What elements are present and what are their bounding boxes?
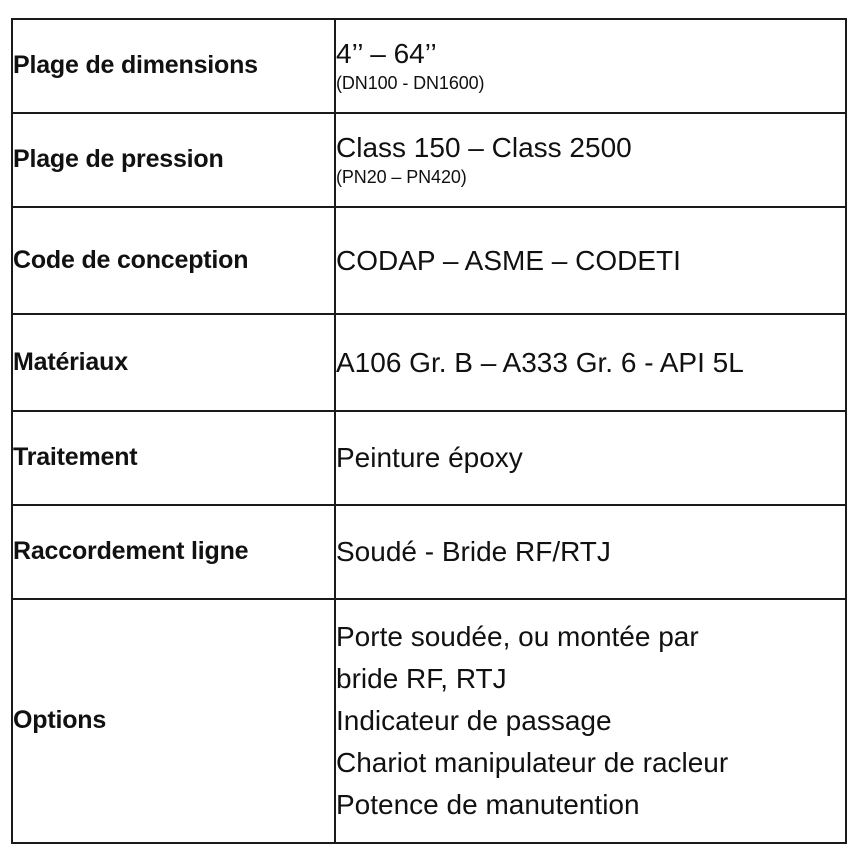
options-list-item: Indicateur de passage (336, 705, 612, 736)
row-value-materials (335, 314, 846, 411)
row-label-pressure: Plage de pression (12, 113, 335, 207)
row-value-pressure (335, 113, 846, 207)
row-value-dimensions (335, 19, 846, 113)
row-value-treatment-main: Peinture époxy (336, 442, 523, 474)
row-value-options (335, 599, 846, 843)
table-row (12, 411, 846, 505)
row-value-pressure-main: Class 150 – Class 2500 (336, 131, 632, 163)
table-row (12, 113, 846, 207)
specification-table-body (12, 19, 846, 843)
row-value-pressure-sub: (PN20 – PN420) (336, 167, 467, 188)
row-label-design-code: Code de conception (12, 207, 335, 314)
table-row (12, 207, 846, 314)
table-row (12, 599, 846, 843)
row-value-line-connection-main: Soudé - Bride RF/RTJ (336, 536, 611, 568)
row-label-options: Options (12, 599, 335, 843)
row-label-line-connection: Raccordement ligne (12, 505, 335, 599)
row-value-dimensions-sub: (DN100 - DN1600) (336, 73, 485, 94)
options-list-item: Porte soudée, ou montée par (336, 621, 699, 652)
row-value-treatment (335, 411, 846, 505)
options-list-item: Chariot manipulateur de racleur (336, 747, 729, 778)
row-value-line-connection (335, 505, 846, 599)
table-row (12, 505, 846, 599)
row-value-design-code (335, 207, 846, 314)
options-list-item: bride RF, RTJ (336, 663, 507, 694)
row-label-treatment: Traitement (12, 411, 335, 505)
row-label-materials: Matériaux (12, 314, 335, 411)
table-row (12, 19, 846, 113)
table-row (12, 314, 846, 411)
row-label-dimensions: Plage de dimensions (12, 19, 335, 113)
row-value-design-code-main: CODAP – ASME – CODETI (336, 244, 681, 276)
row-value-dimensions-main: 4’’ – 64’’ (336, 37, 437, 69)
options-list (336, 616, 845, 826)
options-list-item: Potence de manutention (336, 789, 640, 820)
specification-table (11, 18, 847, 844)
row-value-materials-main: A106 Gr. B – A333 Gr. 6 - API 5L (336, 346, 744, 378)
